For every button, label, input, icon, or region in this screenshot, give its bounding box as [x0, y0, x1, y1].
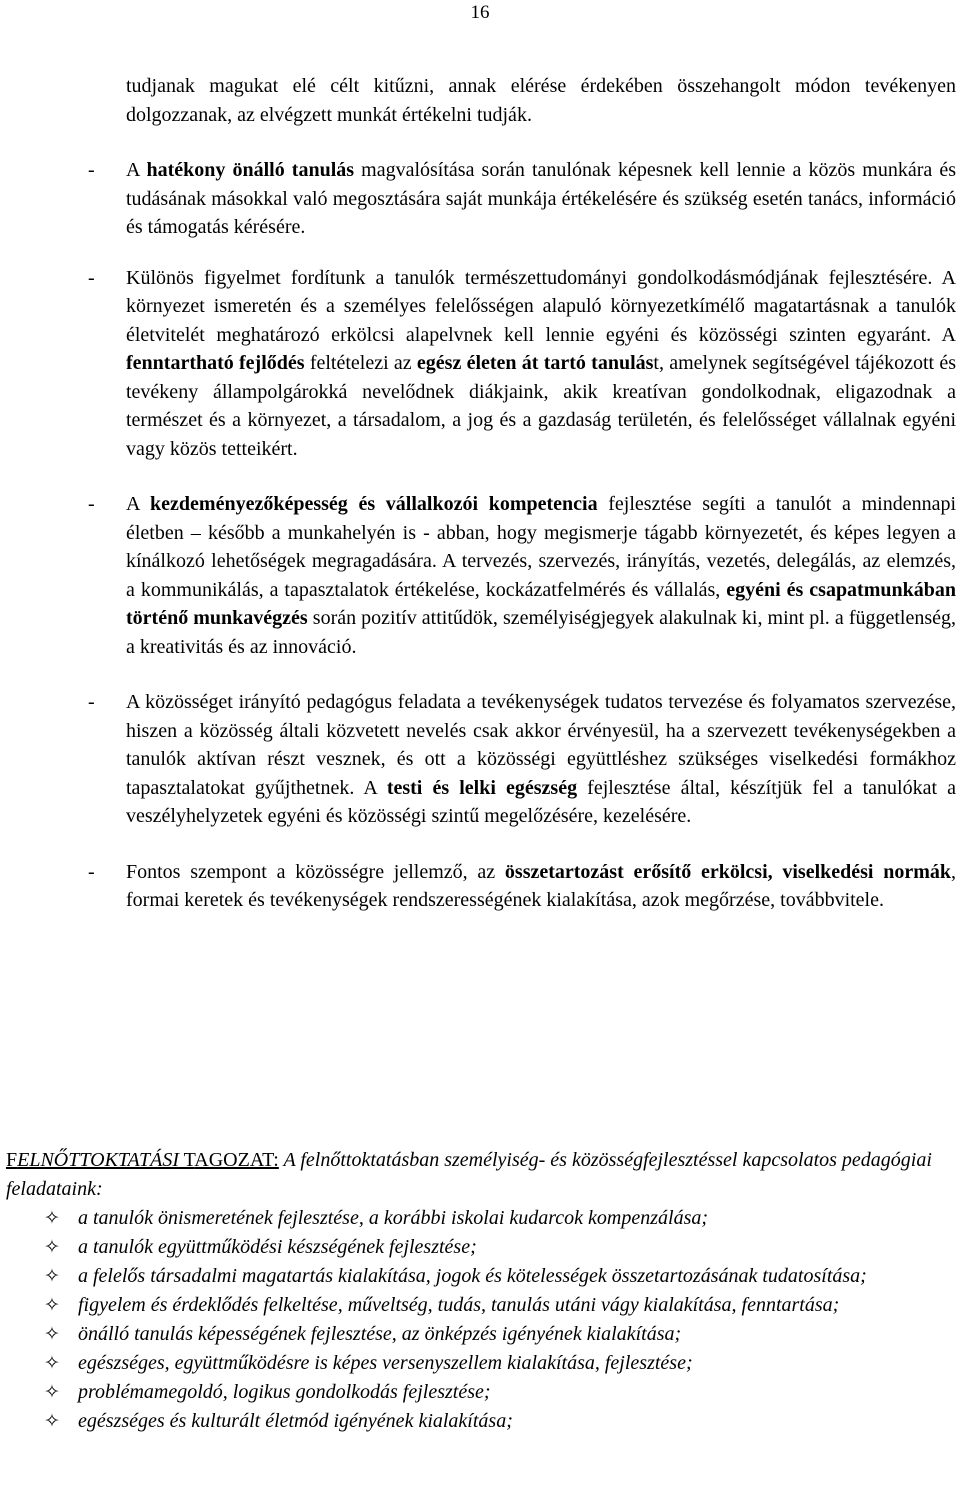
text-run: Különös figyelmet fordítunk a tanulók természettudományi gondolkodásmódjának fejlesztésére. A környezet ismeretén és a személyes felelősségen alapuló környezetkímélő magatartásnak a tanulók életvitelét meghatározó erkölcsi alapelvnek kell lennie egyéni és közösségi szinten egyaránt. A [126, 266, 956, 346]
text-run: feltételezi az [304, 352, 417, 374]
diamond-bullet-icon: ✧ [44, 1294, 60, 1316]
text-run: t, amelynek segítségével tájékozott és tevékeny állampolgárokká nevelődnek diákjaink, akik kreatívan gondolkodnak, eligazodnak a természet és a környezet, a társadalom, a jog és a gazdaság területén, és felelősséget vállalnak egyéni vagy közös tetteikért. [126, 352, 956, 460]
bold-text-run: egész életen át tartó tanulás [416, 352, 654, 374]
goal-text: problémamegoldó, logikus gondolkodás fejlesztése; [78, 1381, 491, 1403]
text-run: Fontos szempont a közösségre jellemző, az [126, 860, 505, 883]
document-body [85, 72, 956, 915]
item-text [126, 691, 956, 827]
diamond-bullet-icon: ✧ [44, 1207, 60, 1229]
goal-text: önálló tanulás képességének fejlesztése, az önképzés igényének kialakítása; [78, 1323, 682, 1345]
goals-list [6, 1204, 956, 1436]
section-intro [6, 1146, 956, 1204]
goal-item [6, 1233, 956, 1262]
goal-text: a tanulók együttműködési készségének fejlesztése; [78, 1236, 477, 1258]
dash-marker: - [88, 691, 95, 713]
bold-text-run: összetartozást erősítő erkölcsi, viselkedési normák [504, 860, 952, 883]
bold-text-run: fenntartható fejlődés [126, 352, 305, 374]
heading-part: AGOZAT: [194, 1149, 279, 1171]
heading-part: ELNŐTTOKTATÁSI [17, 1149, 180, 1171]
bold-text-run: testi és lelki egészség [386, 776, 578, 799]
text-run: fejlesztése segíti a tanulót a mindennapi életben – később a munkahelyén is - abban, hogy megismerje tágabb környezetét, és képes legyen a kínálkozó lehetőségek megragadására. A tervezés, szervezés, irányítás, vezetés, delegálás, az elemzés, a kommunikálás, a tapasztalatok értékelése, kockázatfelmérés és vállalás, [126, 493, 957, 601]
item-text [126, 861, 956, 912]
bold-text-run: egyéni és csapatmunkában történő munkavégzés [126, 578, 956, 629]
goal-item [6, 1378, 956, 1407]
diamond-bullet-icon: ✧ [44, 1323, 60, 1345]
text-run: , formai keretek és tevékenységek rendszerességének kialakítása, azok megőrzése, továbbvitele. [126, 860, 957, 911]
goal-item [6, 1262, 956, 1291]
goal-item [6, 1320, 956, 1349]
diamond-bullet-icon: ✧ [44, 1410, 60, 1432]
goal-item [6, 1349, 956, 1378]
text-run: során pozitív attitűdök, személyiségjegyek alakulnak ki, mint pl. a függetlenség, a kreativitás és az innováció. [126, 607, 957, 658]
dash-marker: - [88, 266, 95, 289]
list-item [85, 490, 956, 661]
item-text [126, 159, 956, 238]
item-text [126, 493, 956, 658]
list-item [85, 264, 956, 464]
goal-text: a tanulók önismeretének fejlesztése, a korábbi iskolai kudarcok kompenzálása; [78, 1207, 709, 1229]
section-heading [6, 1149, 279, 1171]
goal-item [6, 1291, 956, 1320]
diamond-bullet-icon: ✧ [44, 1381, 60, 1403]
dash-marker: - [88, 493, 95, 515]
text-run: A [126, 159, 147, 181]
item-text [126, 267, 956, 460]
bold-text-run: hatékony önálló tanulás [146, 159, 355, 181]
bold-text-run: kezdeményezőképesség és vállalkozói kompetencia [150, 493, 598, 515]
goal-text: egészséges és kulturált életmód igényének kialakítása; [78, 1410, 513, 1432]
heading-part: F [6, 1149, 18, 1171]
list-item [85, 688, 956, 831]
goal-text: egészséges, együttműködésre is képes versenyszellem kialakítása, fejlesztése; [78, 1352, 693, 1374]
adult-education-section [6, 1146, 956, 1436]
intro-continuation: tudjanak magukat elé célt kitűzni, annak elérése érdekében összehangolt módon tevékenyen dolgozzanak, az elvégzett munkát értékelni tudják. [126, 75, 956, 126]
list-item [85, 156, 956, 242]
goal-item [6, 1407, 956, 1436]
goal-text: a felelős társadalmi magatartás kialakítása, jogok és kötelességek összetartozásának tudatosítása; [78, 1265, 867, 1287]
text-run: fejlesztése által, készítjük fel a tanulókat a veszélyhelyzetek egyéni és közösségi szintű megelőzésére, kezelésére. [126, 776, 956, 827]
text-run: A közösséget irányító pedagógus feladata a tevékenységek tudatos tervezése és folyamatos szervezése, hiszen a közösség általi közvetett nevelés csak akkor érvényesül, ha a szervezett tevékenységekben a tanulók aktívan részt vesznek, és ott a közösségi együttléshez szükséges viselkedési formákhoz tapasztalatokat gyűjthetnek. A [126, 691, 956, 799]
text-run: A [126, 493, 151, 515]
goal-text: figyelem és érdeklődés felkeltése, műveltség, tudás, tanulás utáni vágy kialakítása, fenntartása; [78, 1294, 840, 1316]
diamond-bullet-icon: ✧ [44, 1236, 60, 1258]
dash-marker: - [88, 159, 95, 181]
heading-part: T [179, 1149, 195, 1171]
section-intro-text: A felnőttoktatásban személyiség- és közösségfejlesztéssel kapcsolatos pedagógiai feladataink: [6, 1149, 932, 1200]
page-number: 16 [470, 2, 490, 23]
goal-item [6, 1204, 956, 1233]
list-item [85, 858, 956, 915]
text-run: magvalósítása során tanulónak képesnek kell lennie a közös munkára és tudásának másokkal való megosztására saját munkája értékelésére és szükség esetén tanács, információ és támogatás kérésére. [126, 159, 956, 238]
dash-marker: - [88, 860, 95, 883]
diamond-bullet-icon: ✧ [44, 1265, 60, 1287]
diamond-bullet-icon: ✧ [44, 1352, 60, 1374]
